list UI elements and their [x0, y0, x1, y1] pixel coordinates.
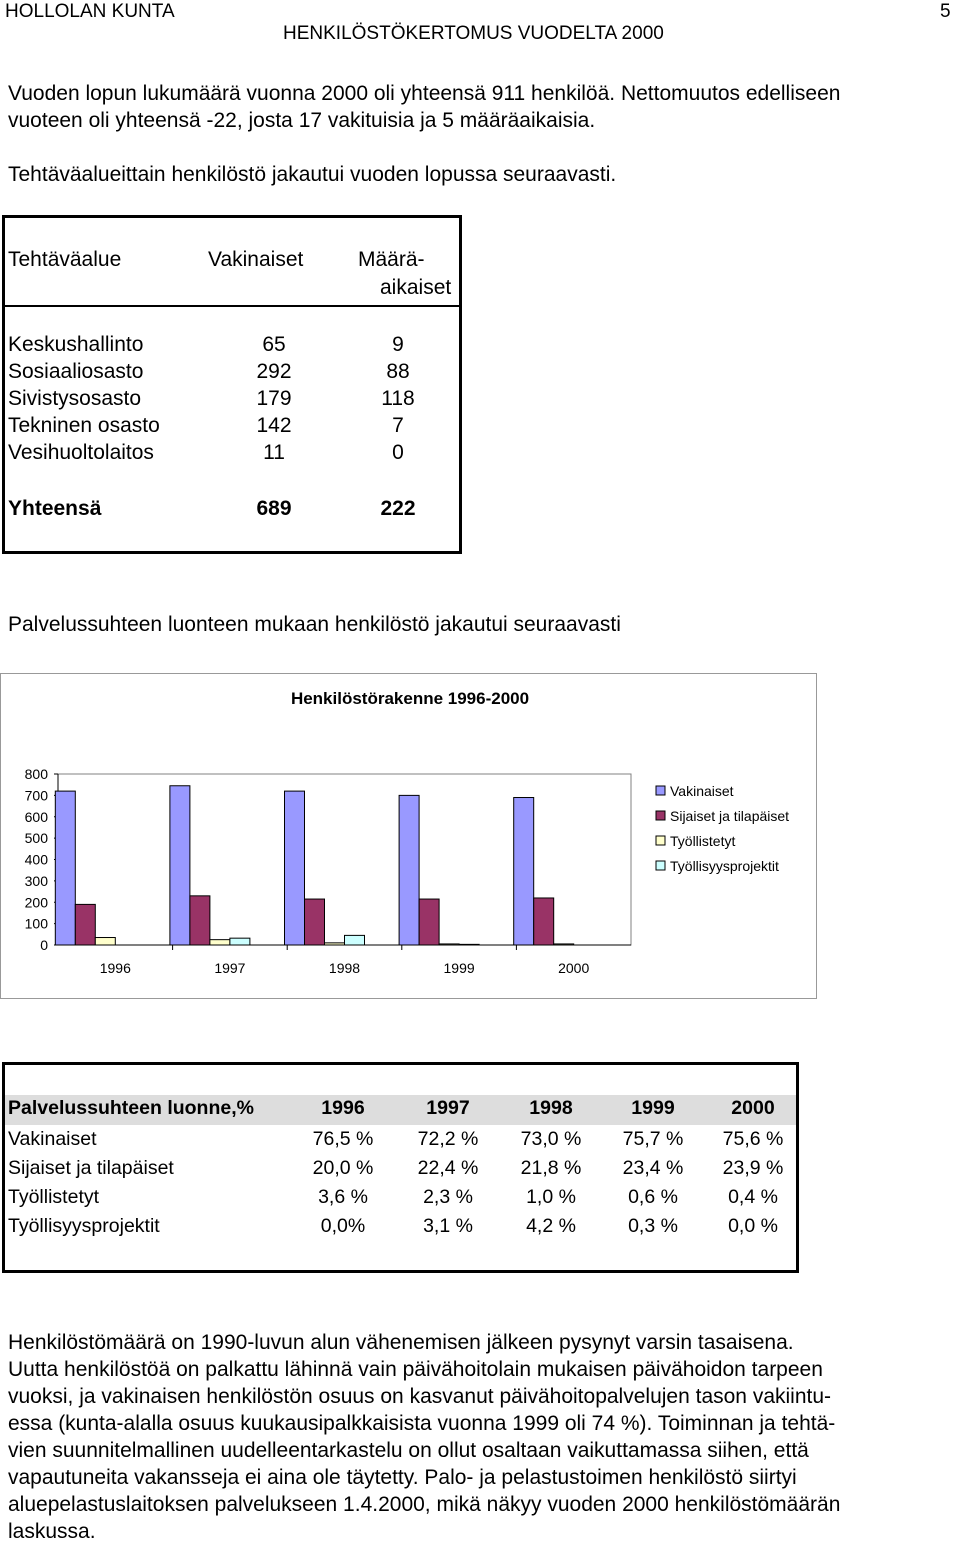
cell-area: Sosiaaliosasto	[8, 360, 144, 383]
bar	[305, 899, 325, 945]
col-header-year: 1998	[529, 1097, 573, 1119]
cell-percent: 0,3 %	[628, 1215, 678, 1237]
col-header-fixed-term-2: aikaiset	[380, 276, 452, 299]
section-intro: Palvelussuhteen luonteen mukaan henkilöstö jakautui seuraavasti	[8, 613, 621, 636]
table-total-row	[8, 497, 458, 524]
legend-swatch	[656, 836, 665, 845]
col-header-year: 1999	[631, 1097, 675, 1119]
cell-fixed-term: 0	[392, 441, 404, 464]
table-row	[8, 414, 458, 441]
col-header-type: Palvelussuhteen luonne,%	[8, 1097, 254, 1119]
closing-line: Henkilöstömäärä on 1990-luvun alun vähenemisen jälkeen pysynyt varsin tasaisena.	[8, 1331, 794, 1354]
legend-label: Vakinaiset	[670, 783, 734, 799]
cell-fixed-term: 9	[392, 333, 404, 356]
col-header-year: 1997	[426, 1097, 470, 1119]
cell-percent: 1,0 %	[526, 1186, 576, 1208]
cell-permanent: 142	[256, 414, 292, 437]
bar	[190, 896, 210, 945]
cell-area: Tekninen osasto	[8, 414, 160, 437]
y-tick-label: 0	[40, 937, 48, 953]
bar	[554, 944, 574, 945]
col-header-permanent: Vakinaiset	[208, 248, 304, 271]
legend-label: Sijaiset ja tilapäiset	[670, 808, 790, 824]
x-tick-label: 1999	[443, 960, 475, 976]
closing-line: vuoksi, ja vakinaisen henkilöstön osuus on kasvanut päivähoitopalvelujen tason vakiintu-	[8, 1385, 832, 1408]
cell-fixed-term: 88	[386, 360, 410, 383]
chart-svg	[1, 674, 816, 998]
col-header-area: Tehtäväalue	[8, 248, 122, 271]
cell-percent: 2,3 %	[423, 1186, 473, 1208]
org-name: HOLLOLAN KUNTA	[5, 1, 175, 22]
cell-type: Työllisyysprojektit	[8, 1215, 160, 1237]
cell-percent: 23,4 %	[622, 1157, 684, 1179]
report-title: HENKILÖSTÖKERTOMUS VUODELTA 2000	[283, 23, 664, 44]
cell-area: Vesihuoltolaitos	[8, 441, 154, 464]
table-row	[8, 1186, 798, 1215]
col-header-year: 1996	[321, 1097, 365, 1119]
bar	[325, 943, 345, 945]
bar	[514, 798, 534, 945]
staff-structure-chart	[0, 673, 817, 999]
y-tick-label: 400	[24, 851, 48, 868]
x-tick-label: 1998	[328, 960, 361, 976]
bar	[285, 791, 305, 945]
x-tick-label: 1997	[214, 960, 246, 976]
cell-permanent: 292	[256, 360, 292, 383]
y-tick-label: 600	[24, 808, 48, 825]
legend-swatch	[656, 786, 665, 795]
bar	[459, 944, 479, 945]
bar	[399, 795, 419, 945]
bar	[55, 791, 75, 945]
intro-line-3: Tehtäväalueittain henkilöstö jakautui vuoden lopussa seuraavasti.	[8, 163, 617, 186]
chart-title: Henkilöstörakenne 1996-2000	[290, 689, 530, 708]
bar	[345, 935, 365, 945]
cell-area: Keskushallinto	[8, 333, 144, 356]
cell-permanent: 11	[263, 441, 285, 464]
cell-type: Vakinaiset	[8, 1128, 97, 1150]
table-row	[8, 387, 458, 414]
cell-percent: 0,0 %	[728, 1215, 778, 1237]
table-header-row-2	[8, 276, 458, 303]
cell-percent: 3,1 %	[423, 1215, 473, 1237]
y-tick-label: 100	[24, 915, 48, 932]
bar	[439, 944, 459, 945]
cell-percent: 73,0 %	[520, 1128, 582, 1150]
cell-percent: 3,6 %	[318, 1186, 368, 1208]
col-header-fixed-term-1: Määrä-	[358, 248, 425, 271]
legend-swatch	[656, 811, 665, 820]
y-tick-label: 500	[24, 830, 48, 847]
table-header-row	[8, 248, 458, 275]
table-divider	[5, 305, 459, 307]
cell-percent: 0,4 %	[728, 1186, 778, 1208]
legend-swatch	[656, 861, 665, 870]
cell-percent: 0,6 %	[628, 1186, 678, 1208]
table-row	[8, 441, 458, 468]
table-row	[8, 360, 458, 387]
bar	[95, 938, 115, 945]
cell-total-permanent: 689	[256, 497, 292, 520]
page-number: 5	[940, 1, 951, 22]
table-header-row	[8, 1097, 798, 1126]
closing-line: Uutta henkilöstöä on palkattu lähinnä vain päivähoitolain mukaisen päivähoidon tarpeen	[8, 1358, 823, 1381]
cell-percent: 22,4 %	[417, 1157, 479, 1179]
intro-line-2: vuoteen oli yhteensä -22, josta 17 vakituisia ja 5 määräaikaisia.	[8, 109, 596, 132]
cell-percent: 21,8 %	[520, 1157, 582, 1179]
closing-line: vien suunnitelmallinen uudelleentarkastelu on ollut osaltaan vaikuttamassa siihen, että	[8, 1439, 809, 1462]
bar	[170, 786, 190, 945]
closing-line: laskussa.	[8, 1520, 96, 1543]
closing-line: vapautuneita vakansseja ei aina ole täytetty. Palo- ja pelastustoimen henkilöstö siirtyi	[8, 1466, 797, 1489]
table-row	[8, 1128, 798, 1157]
x-tick-label: 2000	[558, 960, 590, 976]
cell-percent: 23,9 %	[722, 1157, 784, 1179]
cell-percent: 76,5 %	[312, 1128, 374, 1150]
y-tick-label: 200	[24, 894, 48, 911]
cell-percent: 75,6 %	[722, 1128, 784, 1150]
bar	[230, 938, 250, 945]
cell-permanent: 179	[256, 387, 292, 410]
intro-line-1: Vuoden lopun lukumäärä vuonna 2000 oli yhteensä 911 henkilöä. Nettomuutos edelliseen	[8, 82, 841, 105]
cell-type: Työllistetyt	[8, 1186, 100, 1208]
bar	[210, 940, 230, 945]
table-row	[8, 1157, 798, 1186]
col-header-year: 2000	[731, 1097, 775, 1119]
cell-percent: 4,2 %	[526, 1215, 576, 1237]
bar	[534, 898, 554, 945]
closing-line: aluepelastuslaitoksen palvelukseen 1.4.2000, mikä näkyy vuoden 2000 henkilöstömäärän	[8, 1493, 841, 1516]
cell-percent: 20,0 %	[312, 1157, 374, 1179]
cell-permanent: 65	[262, 333, 286, 356]
closing-line: essa (kunta-alalla osuus kuukausipalkkaisista vuonna 1999 oli 74 %). Toiminnan ja tehtä-	[8, 1412, 836, 1435]
y-tick-label: 300	[24, 872, 48, 889]
cell-percent: 75,7 %	[622, 1128, 684, 1150]
cell-fixed-term: 7	[392, 414, 404, 437]
table-row	[8, 333, 458, 360]
bar	[75, 904, 95, 945]
table-row	[8, 1215, 798, 1244]
cell-area: Sivistysosasto	[8, 387, 142, 410]
cell-fixed-term: 118	[381, 387, 415, 410]
y-tick-label: 700	[24, 787, 48, 804]
cell-total-label: Yhteensä	[8, 497, 102, 520]
legend-label: Työllistetyt	[670, 833, 736, 849]
legend-label: Työllisyysprojektit	[670, 858, 779, 874]
x-tick-label: 1996	[99, 960, 131, 976]
y-tick-label: 800	[24, 766, 48, 782]
cell-total-fixed-term: 222	[380, 497, 416, 520]
cell-type: Sijaiset ja tilapäiset	[8, 1157, 174, 1179]
cell-percent: 72,2 %	[417, 1128, 479, 1150]
bar	[419, 899, 439, 945]
cell-percent: 0,0%	[320, 1215, 366, 1237]
